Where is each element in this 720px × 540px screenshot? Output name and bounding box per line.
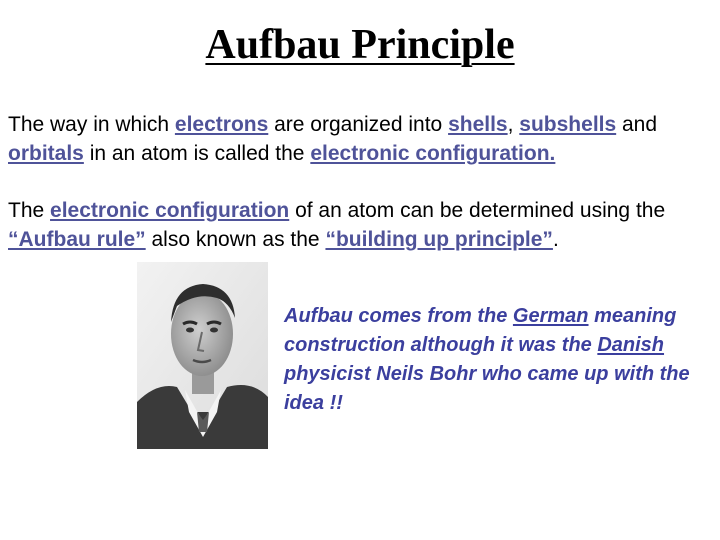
text-segment: .: [552, 228, 559, 251]
note-text: meaning construction although it was the: [284, 305, 677, 356]
keyword-subshells: subshells: [519, 113, 617, 136]
portrait-illustration: [137, 262, 268, 449]
slide-title: Aufbau Principle: [205, 22, 515, 68]
text-segment: are organized into: [268, 113, 449, 136]
text-segment: of an atom can be determined using the: [289, 199, 666, 222]
aufbau-origin-note: [284, 302, 704, 418]
keyword-shells: shells: [448, 113, 508, 136]
text-segment: ,: [507, 113, 520, 136]
note-text: physicist Neils Bohr who came up with the idea !!: [284, 363, 690, 414]
text-segment: The: [8, 199, 51, 222]
note-keyword-danish: Danish: [597, 334, 665, 356]
keyword-electronic-configuration: electronic configuration: [50, 199, 290, 222]
paragraph-aufbau-rule: [8, 196, 714, 254]
keyword-building-up-principle: “building up principle”: [325, 228, 553, 251]
keyword-electrons: electrons: [174, 113, 269, 136]
note-keyword-german: German: [512, 305, 589, 327]
text-segment: The way in which: [8, 113, 175, 136]
text-segment: in an atom is called the: [83, 142, 311, 165]
keyword-orbitals: orbitals: [8, 142, 84, 165]
paragraph-definition: [8, 110, 714, 168]
note-text: Aufbau comes from the: [284, 305, 513, 327]
keyword-aufbau-rule: “Aufbau rule”: [8, 228, 146, 251]
keyword-electronic-configuration: electronic configuration.: [310, 142, 556, 165]
portrait-photo: [137, 262, 268, 449]
text-segment: also known as the: [145, 228, 326, 251]
text-segment: and: [616, 113, 658, 136]
